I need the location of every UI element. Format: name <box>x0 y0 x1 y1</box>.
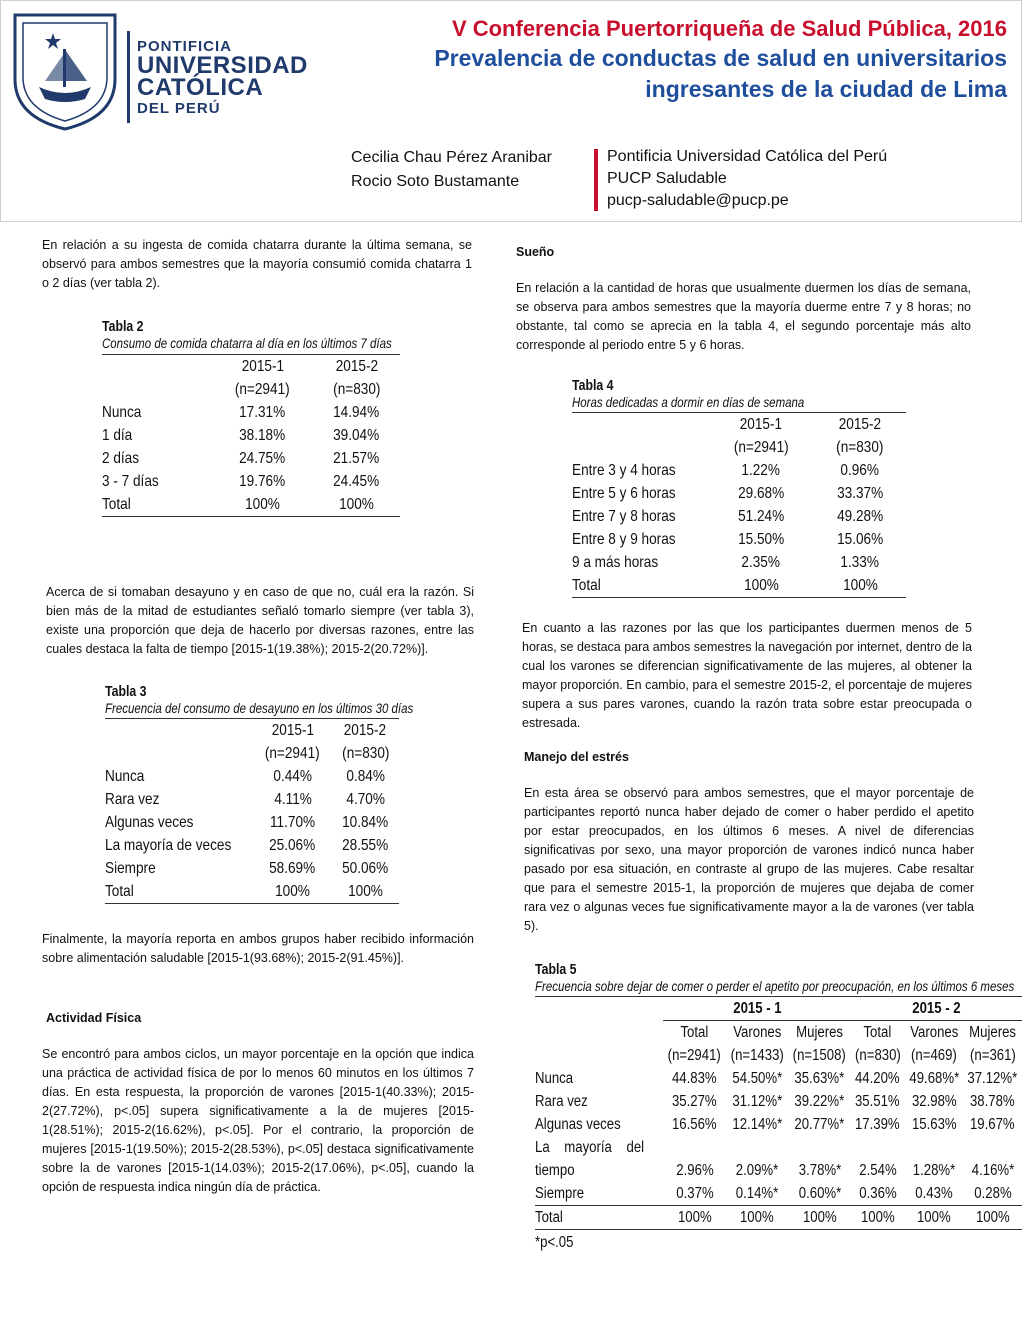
column-n: (n=2941) <box>668 1047 722 1064</box>
cell-value: 15.63% <box>911 1116 957 1133</box>
cell-value: 19.67% <box>970 1116 1015 1133</box>
table-row <box>102 470 400 493</box>
cell-value: 12.14%* <box>732 1116 783 1133</box>
poster-title-line-1: Prevalencia de conductas de salud en universitarios <box>434 45 1007 71</box>
cell-value: 1.22% <box>741 462 781 479</box>
column-header: Varones <box>909 1024 959 1041</box>
cell-value: 100% <box>975 1209 1010 1226</box>
row-label: Algunas veces <box>535 1116 621 1133</box>
cell-value: 100% <box>802 1209 837 1226</box>
tabla-5-group-2015-1: 2015 - 1 <box>732 1000 782 1017</box>
table-row <box>102 447 400 470</box>
table-row <box>102 401 400 424</box>
cell-value: 19.76% <box>239 473 286 490</box>
cell-value: 49.28% <box>837 508 884 525</box>
cell-value: 21.57% <box>333 450 380 467</box>
tabla-3-subtitle: Frecuencia del consumo de desayuno en los últimos 30 días <box>105 700 414 716</box>
cell-value: 2.09%* <box>735 1162 779 1179</box>
heading-manejo-estres: Manejo del estrés <box>524 750 629 764</box>
tabla-5-footnote: *p<.05 <box>535 1234 574 1251</box>
row-label: 3 - 7 días <box>102 473 159 490</box>
cell-value: 17.31% <box>239 404 286 421</box>
cell-value: 25.06% <box>269 837 316 854</box>
cell-value: 50.06% <box>342 860 389 877</box>
column-n: (n=1433) <box>730 1047 784 1064</box>
cell-value: 28.55% <box>342 837 389 854</box>
tabla-4-col1-header: 2015-1 <box>739 416 783 433</box>
column-n: (n=1508) <box>793 1047 847 1064</box>
cell-value: 49.68%* <box>909 1070 959 1087</box>
cell-value: 24.75% <box>239 450 286 467</box>
column-header: Total <box>680 1024 709 1041</box>
cell-value: 0.37% <box>675 1185 714 1202</box>
table-row <box>535 1159 1022 1182</box>
cell-value: 100% <box>860 1209 895 1226</box>
right-paragraph-2: En cuanto a las razones por las que los participantes duermen menos de 5 horas, se destaca para ambos semestres la navegación por internet, dentro de la cual los varones se diferencian significativamente de las mujeres, al obtener la mayor proporción. En cambio, para el semestre 2015-2, el porcentaje de mujeres supera a sus pares varones, cuando la razón trata sobre estar preocupada o estresada. <box>522 621 972 730</box>
cell-value: 15.06% <box>837 531 884 548</box>
cell-value: 31.12%* <box>732 1093 783 1110</box>
column-n: (n=361) <box>969 1047 1016 1064</box>
affiliation-program: PUCP Saludable <box>607 170 727 187</box>
tabla-2-subtitle: Consumo de comida chatarra al día en los últimos 7 días <box>102 335 392 351</box>
cell-value: 100% <box>743 577 779 594</box>
table-row-total <box>105 880 399 904</box>
poster-header <box>0 0 1022 222</box>
cell-value: 100% <box>842 577 878 594</box>
cell-value: 100% <box>245 496 280 513</box>
author-2: Rocio Soto Bustamante <box>351 173 520 190</box>
tabla-3-title: Tabla 3 <box>105 683 147 700</box>
cell-value: 4.11% <box>273 791 312 808</box>
affiliation <box>607 146 887 212</box>
tabla-3-col2-n: (n=830) <box>341 745 389 762</box>
column-header: Mujeres <box>969 1024 1017 1041</box>
column-header: Total <box>863 1024 892 1041</box>
cell-value: 38.78% <box>970 1093 1015 1110</box>
cell-value: 0.28% <box>973 1185 1012 1202</box>
cell-value: 0.96% <box>840 462 880 479</box>
affiliation-divider <box>594 149 598 211</box>
table-row <box>572 551 906 574</box>
left-paragraph-2: Acerca de si tomaban desayuno y en caso de que no, cuál era la razón. Si bien más de la mitad de estudiantes señaló tomarlo siempre (ver tabla 3), existe una proporción que deja de hacerlo por diversas razones, entre las cuales destaca la falta de tiempo [2015-1(19.38%); 2015-2(20.72%)]. <box>46 585 474 656</box>
row-label: La mayoría de veces <box>105 837 232 854</box>
row-label: Entre 7 y 8 horas <box>572 508 676 525</box>
cell-value: 14.94% <box>333 404 380 421</box>
table-row <box>535 1067 1022 1090</box>
tabla-2-col1-n: (n=2941) <box>235 381 290 398</box>
table-row <box>105 765 399 788</box>
affiliation-university: Pontificia Universidad Católica del Perú <box>607 148 888 165</box>
logo-line-3: CATÓLICA <box>137 74 264 101</box>
row-label: Entre 5 y 6 horas <box>572 485 676 502</box>
cell-value: 35.51% <box>855 1093 901 1110</box>
table-row <box>105 811 399 834</box>
tabla-3-col2-header: 2015-2 <box>344 722 387 739</box>
cell-value: 15.50% <box>738 531 785 548</box>
cell-value: 2.35% <box>741 554 781 571</box>
author-1: Cecilia Chau Pérez Aranibar <box>351 149 552 166</box>
cell-value: 0.84% <box>346 768 385 785</box>
cell-value: 4.70% <box>346 791 385 808</box>
table-row <box>572 482 906 505</box>
table-row <box>105 857 399 880</box>
tabla-3 <box>105 683 414 904</box>
row-label: Entre 8 y 9 horas <box>572 531 676 548</box>
tabla-2 <box>102 318 400 517</box>
cell-value: 38.18% <box>239 427 286 444</box>
row-label-line-2: tiempo <box>535 1162 575 1179</box>
cell-value: 39.22%* <box>794 1093 845 1110</box>
tabla-5-subtitle: Frecuencia sobre dejar de comer o perder el apetito por preocupación, en los últimos 6 meses <box>535 978 1015 994</box>
poster-title-line-2: ingresantes de la ciudad de Lima <box>645 76 1007 102</box>
row-label: Nunca <box>105 768 145 785</box>
column-n: (n=830) <box>854 1047 901 1064</box>
tabla-2-col2-n: (n=830) <box>332 381 381 398</box>
cell-value: 100% <box>339 496 374 513</box>
table-row <box>535 1090 1022 1113</box>
cell-value: 35.63%* <box>794 1070 845 1087</box>
cell-value: 37.12%* <box>967 1070 1018 1087</box>
row-label-line-1: La mayoría del <box>535 1139 645 1156</box>
row-label: Nunca <box>102 404 142 421</box>
tabla-3-col1-n: (n=2941) <box>265 745 321 762</box>
cell-value: 3.78%* <box>798 1162 841 1179</box>
row-label: Rara vez <box>535 1093 588 1110</box>
cell-value: 0.60%* <box>798 1185 841 1202</box>
logo-line-1: PONTIFICIA <box>137 38 232 55</box>
tabla-2-title: Tabla 2 <box>102 318 144 335</box>
cell-value: 100% <box>740 1209 774 1226</box>
tabla-4-subtitle: Horas dedicadas a dormir en días de semana <box>572 394 805 410</box>
row-label: 9 a más horas <box>572 554 659 571</box>
cell-value: 32.98% <box>911 1093 957 1110</box>
tabla-3-col1-header: 2015-1 <box>271 722 314 739</box>
left-paragraph-3: Finalmente, la mayoría reporta en ambos grupos haber recibido información sobre alimentación saludable [2015-1(93.68%); 2015-2(91.45%)]. <box>42 932 474 965</box>
affiliation-email: pucp-saludable@pucp.pe <box>607 192 789 209</box>
tabla-2-table <box>102 354 400 517</box>
cell-value: 24.45% <box>333 473 380 490</box>
tabla-5-title: Tabla 5 <box>535 961 577 978</box>
row-label: Rara vez <box>105 791 160 808</box>
tabla-4-table <box>572 412 906 598</box>
cell-value: 2.96% <box>675 1162 714 1179</box>
table-row-total <box>535 1206 1022 1230</box>
cell-value: 51.24% <box>738 508 785 525</box>
logo-divider <box>127 31 130 123</box>
cell-value: 11.70% <box>270 814 316 831</box>
tabla-2-col2-header: 2015-2 <box>335 358 378 375</box>
row-label: Algunas veces <box>105 814 194 831</box>
tabla-5-table <box>535 996 1022 1230</box>
column-header: Varones <box>733 1024 782 1041</box>
university-logo-text <box>137 39 308 119</box>
left-paragraph-4: Se encontró para ambos ciclos, un mayor porcentaje en la opción que indica una práctica de actividad física de por lo menos 60 minutos en los últimos 7 días. En esta respuesta, la proporción de varones [2015-1(40.33%); 2015-2(27.72%), p<.05] supera significativamente a la de mujeres [2015-1(28.51%); 2015-2(16.62%), p<.05]. Por el contrario, la proporción de mujeres [2015-1(19.50%); 2015-2(28.53%), p<.05] destaca significativamente sobre la de varones [2015-1(14.03%); 2015-2(17.06%), p<.05], cuando la opción de respuesta indica ningún día de práctica. <box>42 1047 474 1194</box>
right-paragraph-3: En esta área se observó para ambos semestres, que el mayor porcentaje de participantes reportó nunca haber dejado de comer o haber perdido el apetito por estar preocupados, en los últimos 6 meses. A nivel de diferencias significativas por sexo, una mayor proporción de varones indicó nunca haber pasado por esa situación, en contraste al grupo de las mujeres. Cabe resaltar que para el semestre 2015-1, la proporción de mujeres que dejaba de comer rara vez o algunas veces fue significativamente mayor a la de varones (ver tabla 5). <box>524 786 974 933</box>
cell-value: 29.68% <box>738 485 785 502</box>
row-label: Siempre <box>105 860 156 877</box>
tabla-2-col1-header: 2015-1 <box>241 358 284 375</box>
row-label: Total <box>535 1209 563 1226</box>
row-label: Total <box>572 577 601 594</box>
poster-title-block <box>434 15 1007 105</box>
cell-value: 100% <box>347 883 383 900</box>
cell-value: 0.44% <box>273 768 312 785</box>
cell-value: 2.54% <box>859 1162 897 1179</box>
cell-value: 0.36% <box>859 1185 897 1202</box>
table-row <box>572 505 906 528</box>
university-seal-icon <box>9 9 121 133</box>
cell-value: 39.04% <box>333 427 380 444</box>
tabla-4-col2-n: (n=830) <box>836 439 884 456</box>
cell-value: 20.77%* <box>794 1116 845 1133</box>
row-label: Entre 3 y 4 horas <box>572 462 676 479</box>
heading-sueno: Sueño <box>516 245 555 259</box>
cell-value: 0.14%* <box>735 1185 779 1202</box>
right-paragraph-1: En relación a la cantidad de horas que usualmente duermen los días de semana, se observa para ambos semestres que la mayoría duerme entre 7 y 8 horas; no obstante, tal como se aprecia en la tabla 4, el segundo porcentaje más alto corresponde al periodo entre 5 y 6 horas. <box>516 281 971 352</box>
tabla-4 <box>572 377 906 598</box>
tabla-5 <box>535 961 1018 1252</box>
table-row <box>105 834 399 857</box>
column-n: (n=469) <box>911 1047 957 1064</box>
tabla-4-col1-n: (n=2941) <box>733 439 789 456</box>
tabla-5-group-2015-2: 2015 - 2 <box>912 1000 961 1017</box>
tabla-4-title: Tabla 4 <box>572 377 614 394</box>
table-row <box>105 788 399 811</box>
table-row-total <box>102 493 400 517</box>
row-label: 2 días <box>102 450 140 467</box>
left-paragraph-1: En relación a su ingesta de comida chatarra durante la última semana, se observó para ambos semestres que la mayoría consumió comida chatarra 1 o 2 días (ver tabla 2). <box>42 238 472 290</box>
cell-value: 1.33% <box>840 554 880 571</box>
row-label: Siempre <box>535 1185 585 1202</box>
row-label: Total <box>102 496 131 513</box>
cell-value: 100% <box>917 1209 951 1226</box>
cell-value: 100% <box>677 1209 712 1226</box>
column-header: Mujeres <box>796 1024 844 1041</box>
cell-value: 0.43% <box>915 1185 953 1202</box>
cell-value: 54.50%* <box>732 1070 783 1087</box>
row-label: Total <box>105 883 134 900</box>
logo-line-4: DEL PERÚ <box>137 100 221 117</box>
cell-value: 100% <box>275 883 310 900</box>
logo-line-2: UNIVERSIDAD <box>137 52 308 79</box>
cell-value: 1.28%* <box>912 1162 956 1179</box>
table-row <box>535 1113 1022 1136</box>
cell-value: 44.20% <box>855 1070 901 1087</box>
cell-value: 35.27% <box>672 1093 717 1110</box>
authors <box>351 146 552 194</box>
table-row-total <box>572 574 906 598</box>
cell-value: 44.83% <box>672 1070 717 1087</box>
table-row <box>572 528 906 551</box>
table-row <box>572 459 906 482</box>
table-row <box>535 1182 1022 1206</box>
table-row <box>102 424 400 447</box>
cell-value: 58.69% <box>269 860 316 877</box>
cell-value: 10.84% <box>342 814 389 831</box>
cell-value: 4.16%* <box>971 1162 1014 1179</box>
row-label: Nunca <box>535 1070 574 1087</box>
row-label: 1 día <box>102 427 133 444</box>
tabla-4-col2-header: 2015-2 <box>838 416 882 433</box>
cell-value: 17.39% <box>855 1116 901 1133</box>
cell-value: 16.56% <box>672 1116 717 1133</box>
tabla-3-table <box>105 718 399 904</box>
heading-actividad-fisica: Actividad Física <box>46 1011 142 1025</box>
cell-value: 33.37% <box>837 485 884 502</box>
conference-name: V Conferencia Puertorriqueña de Salud Pública, 2016 <box>451 16 1007 41</box>
